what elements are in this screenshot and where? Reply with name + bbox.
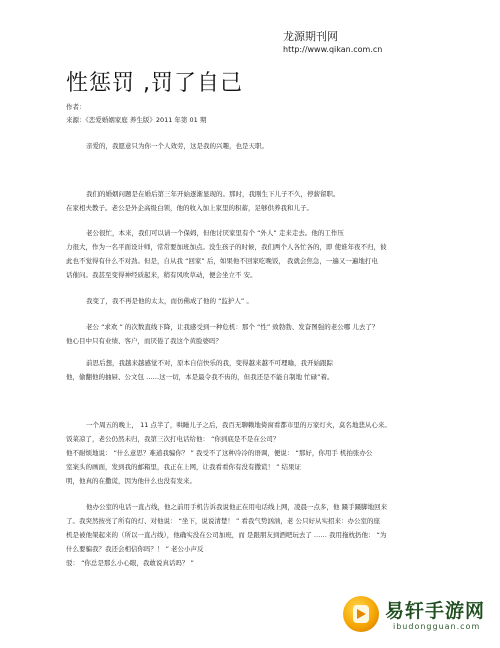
paragraph-5 bbox=[66, 320, 438, 348]
paragraph-line: 一个周五的晚上， 11 点半了，哄睡儿子之后，我百无聊赖地倚窗看都市里的万家灯火，莫名地悲从心来。 bbox=[86, 421, 391, 429]
paragraph-8 bbox=[66, 500, 438, 570]
author-label: 作者： bbox=[66, 103, 86, 111]
paragraph-line: 他不耐烦地说： “什么意思？难道我骗你？ ” 我受不了这种冷冷的语调，便说： “那好，你用手 机拍张办公 bbox=[66, 449, 373, 457]
paragraph-line: 力很大，作为一名平面设计师，常常要加班加点。没生孩子的时候，我们两个人各忙各的，即 使谁年夜不归，彼 bbox=[66, 243, 387, 251]
paragraph-line: 室案头的画面，发到我的邮箱里，我正在上网，让我看看你有没有撒谎！ ” 结果证 bbox=[66, 463, 301, 471]
article-title: 性惩罚 ,罚了自己 bbox=[66, 71, 243, 96]
paragraph-line: 亲爱的，我愿意只为你一个人效劳，这是我的兴趣，也是天职。 bbox=[86, 142, 268, 150]
paragraph-line: 老公很忙，本来，我们可以请一个保姆，但他讨厌家里有个 “外人” 走来走去。他的工作压 bbox=[86, 229, 344, 237]
paragraph-line: 前思后想，我越来越感觉不对，原本自信快乐的我，变得越来越不可理喻，我开始跟踪 bbox=[86, 359, 333, 367]
paragraph-line: 驳： “你总是那么小心眼，我敢说真话吗？ ” bbox=[66, 559, 194, 567]
paragraph-line: 明，他真的在撒谎，因为他什么也没有发来。 bbox=[66, 477, 196, 485]
paragraph-line: 机是被他架起来的（所以一直占线），他确实没在公司加班，而 是跟朋友到酒吧玩去了 …… 我用拖枕扔他： “为 bbox=[66, 531, 387, 539]
paragraph-1 bbox=[66, 139, 438, 153]
paragraph-2 bbox=[66, 187, 438, 215]
paragraph-line: 了。我突然按亮了所有的灯、对他说： “坐下，说说清楚！ ” 看我气势汹汹，老 公只好从实招来：办公室的座 bbox=[66, 517, 380, 525]
paragraph-line: 他，偷翻他的抽屉、公文包 ……这一切，本是最令我不齿的，但我还是不能自制地 忙碌”着。 bbox=[66, 373, 334, 381]
paragraph-line: 他办公室的电话一直占线，他之前用手机告诉我说他正在用电话线上网，凌晨一点多，他 蹑手蹑脚地回来 bbox=[86, 503, 388, 511]
paragraph-line: 他心目中只有业绩、客户，而厌倦了我这个黄脸婆吗？ bbox=[66, 337, 222, 345]
paragraph-4 bbox=[66, 294, 438, 308]
site-name: 龙源期刊网 bbox=[283, 30, 338, 43]
paragraph-3 bbox=[66, 226, 438, 282]
watermark-domain: ibudongguan.com bbox=[393, 622, 481, 631]
site-url[interactable]: http://www.qikan.com.cn bbox=[283, 45, 383, 54]
paragraph-line: 话催问。我甚至变得神经质起来，稍有风吹草动，便会坐立不 安。 bbox=[66, 271, 257, 279]
paragraph-line: 老公 “求欢 ” 的次数直线下降，让我感受到一种危机：那个 “性” 致勃勃、发奋图强的老公哪 儿去了？ bbox=[86, 323, 379, 331]
site-header bbox=[283, 30, 382, 56]
paragraph-line: 在家相夫教子。老公是外企高级白领，他的收入加上家里的积蓄，足够供养我和儿子。 bbox=[66, 204, 313, 212]
paragraph-line: 我们的婚姻问题是在婚后第三年开始逐渐显现的。那时，我刚生下儿子不久，停薪留职。 bbox=[86, 190, 340, 198]
paragraph-line: 什么要骗我？我还会相信你吗？！ ” 老公小声反 bbox=[66, 545, 204, 553]
source-line: 来源：《恋爱婚姻家庭 养生版》2011 年第 01 期 bbox=[66, 116, 207, 124]
paragraph-line: 饭菜凉了，老公仍然未归，我第三次打电话给他： “你到底是不是在公司？ bbox=[66, 435, 280, 443]
paragraph-6 bbox=[66, 356, 438, 384]
paragraph-7 bbox=[66, 418, 438, 488]
paragraph-line: 此也不觉得有什么不对劲。但是，自从我 “回家” 后，如果他不回家吃晚饭， 我就会焦急，一遍又一遍地打电 bbox=[66, 257, 378, 265]
paragraph-line: 我变了，我不再是他的太太，而仿佛成了他的 “监护人” 。 bbox=[86, 297, 253, 305]
watermark-text: 易轩手游网 bbox=[385, 600, 486, 622]
play-icon bbox=[343, 596, 379, 632]
watermark-logo bbox=[337, 590, 497, 642]
